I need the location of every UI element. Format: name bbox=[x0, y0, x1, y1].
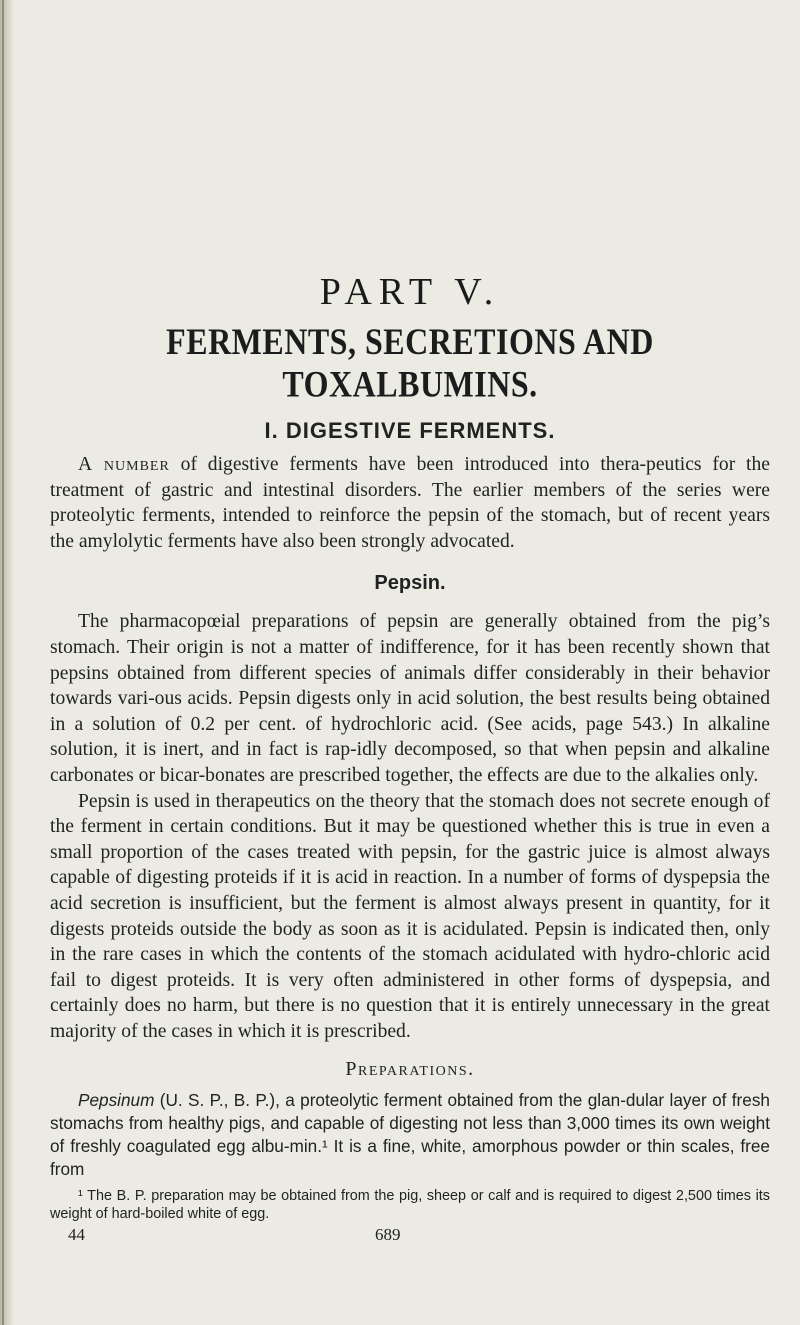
section-heading: I. DIGESTIVE FERMENTS. bbox=[264, 418, 556, 443]
preparation-name: Pepsinum bbox=[78, 1090, 155, 1111]
signature-mark: 44 bbox=[68, 1224, 85, 1244]
preparations-heading: Preparations. bbox=[345, 1058, 475, 1081]
part-title: FERMENTS, SECRETIONS AND TOXALBUMINS. bbox=[166, 320, 654, 405]
intro-lead-word: A number bbox=[78, 454, 170, 475]
page-number: 689 bbox=[375, 1224, 401, 1244]
footnote: ¹ The B. P. preparation may be obtained from the pig, sheep or calf and is required to digest 2,500 times its weight of hard-boiled white of egg. bbox=[50, 1187, 770, 1222]
intro-paragraph bbox=[50, 452, 770, 554]
binding-edge bbox=[2, 0, 4, 1325]
page-footer bbox=[50, 1225, 770, 1247]
intro-text: of digestive ferments have been introduced into thera-peutics for the treatment of gastric and intestinal disorders. The earlier members of the series were proteolytic ferments, intended to reinforce the pepsin of the stomach, but of recent years the amylolytic ferments have also been strongly advocated. bbox=[50, 454, 770, 552]
part-heading: PART V. bbox=[319, 271, 501, 313]
pepsin-paragraph-1: The pharmacopœial preparations of pepsin are generally obtained from the pig’s stomach. Their origin is not a matter of indifference, for it has been recently shown that pepsins obtained from different species of animals differ considerably in their behavior towards vari-ous acids. Pepsin digests only in acid solution, the best results being obtained in a solution of 0.2 per cent. of hydrochloric acid. (See acids, page 543.) In alkaline solution, it is inert, and in fact is rap-idly decomposed, so that when pepsin and alkaline carbonates or bicar-bonates are prescribed together, the effects are due to the alkalies only. bbox=[50, 611, 770, 786]
pepsin-paragraph-2: Pepsin is used in therapeutics on the theory that the stomach does not secrete enough of the ferment in certain conditions. But it may be questioned whether this is true in even a small proportion of the cases treated with pepsin, for the gastric juice is almost always capable of digesting proteids if it is acid in reaction. In a number of forms of dyspepsia the acid secretion is insufficient, but the ferment is almost always present in quantity, for it digests proteids outside the body as soon as it is acidulated. Pepsin is indicated then, only in the rare cases in which the contents of the stomach acidulated with hydro-chloric acid fail to digest proteids. It is very often administered in other forms of dyspepsia, and certainly does no harm, but there is no question that it is entirely unnecessary in the great majority of the cases in which it is prescribed. bbox=[50, 790, 770, 1042]
preparation-entry bbox=[50, 1089, 770, 1180]
pepsin-heading: Pepsin. bbox=[374, 572, 446, 595]
preparation-text: (U. S. P., B. P.), a proteolytic ferment obtained from the glan-dular layer of fresh stomachs from healthy pigs, and capable of digesting not less than 3,000 times its own weight of freshly coagulated egg albu-min.¹ It is a fine, white, amorphous powder or thin scales, free from bbox=[50, 1090, 770, 1179]
page-content bbox=[50, 270, 770, 1247]
